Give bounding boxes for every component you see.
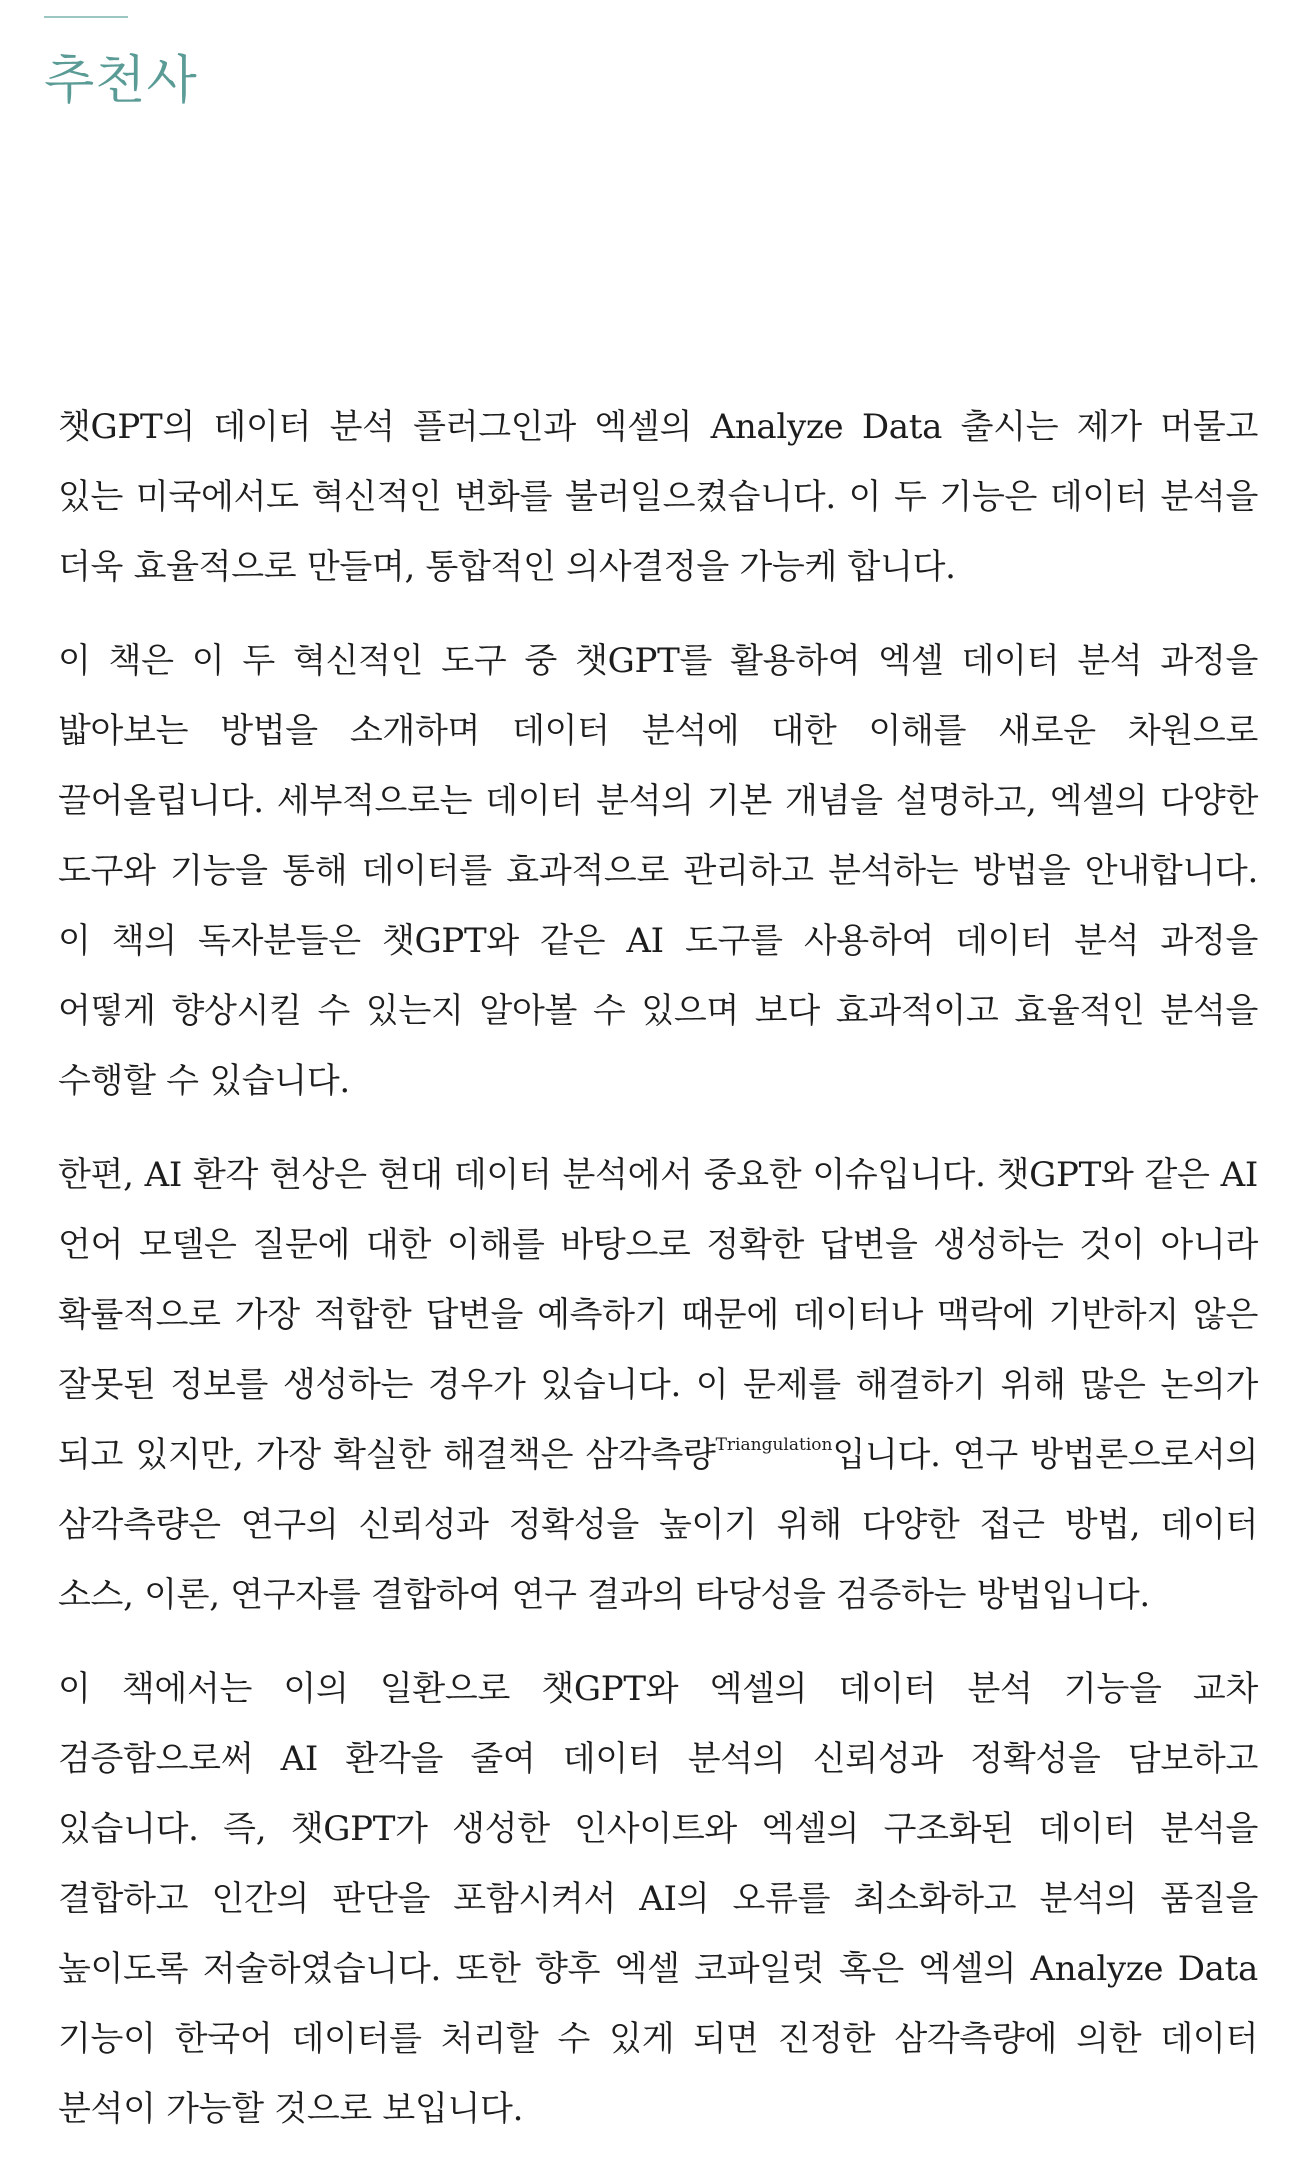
section-title: 추천사 xyxy=(44,51,198,111)
paragraph-3-text-after: 입니다. 연구 방법론으로서의 삼각측량은 연구의 신뢰성과 정확성을 높이기 위해 다양한 접근 방법, 데이터 소스, 이론, 연구자를 결합하여 연구 결과의 타당성을 검증하는 방법입니다. xyxy=(58,1435,1258,1615)
paragraph-1: 챗GPT의 데이터 분석 플러그인과 엑셀의 Analyze Data 출시는 제가 머물고 있는 미국에서도 혁신적인 변화를 불러일으켰습니다. 이 두 기능은 데이터 분석을 더욱 효율적으로 만들며, 통합적인 의사결정을 가능케 합니다. xyxy=(58,407,1258,587)
triangulation-superscript: Triangulation xyxy=(715,1435,833,1455)
paragraph-2: 이 책은 이 두 혁신적인 도구 중 챗GPT를 활용하여 엑셀 데이터 분석 과정을 밟아보는 방법을 소개하며 데이터 분석에 대한 이해를 새로운 차원으로 끌어올립니다. 세부적으로는 데이터 분석의 기본 개념을 설명하고, 엑셀의 다양한 도구와 기능을 통해 데이터를 효과적으로 관리하고 분석하는 방법을 안내합니다. 이 책의 독자분들은 챗GPT와 같은 AI 도구를 사용하여 데이터 분석 과정을 어떻게 향상시킬 수 있는지 알아볼 수 있으며 보다 효과적이고 효율적인 분석을 수행할 수 있습니다. xyxy=(58,641,1258,1101)
paragraph-4: 이 책에서는 이의 일환으로 챗GPT와 엑셀의 데이터 분석 기능을 교차 검증함으로써 AI 환각을 줄여 데이터 분석의 신뢰성과 정확성을 담보하고 있습니다. 즉, 챗GPT가 생성한 인사이트와 엑셀의 구조화된 데이터 분석을 결합하고 인간의 판단을 포함시켜서 AI의 오류를 최소화하고 분석의 품질을 높이도록 저술하였습니다. 또한 향후 엑셀 코파일럿 혹은 엑셀의 Analyze Data 기능이 한국어 데이터를 처리할 수 있게 되면 진정한 삼각측량에 의한 데이터 분석이 가능할 것으로 보입니다. xyxy=(58,1669,1258,2129)
top-divider xyxy=(44,16,128,18)
body-text xyxy=(58,392,1258,2168)
paragraph-3-text-before: 한편, AI 환각 현상은 현대 데이터 분석에서 중요한 이슈입니다. 챗GPT와 같은 AI 언어 모델은 질문에 대한 이해를 바탕으로 정확한 답변을 생성하는 것이 아니라 확률적으로 가장 적합한 답변을 예측하기 때문에 데이터나 맥락에 기반하지 않은 잘못된 정보를 생성하는 경우가 있습니다. 이 문제를 해결하기 위해 많은 논의가 되고 있지만, 가장 확실한 해결책은 삼각측량 xyxy=(58,1155,1258,1475)
paragraph-3 xyxy=(58,1140,1258,1630)
